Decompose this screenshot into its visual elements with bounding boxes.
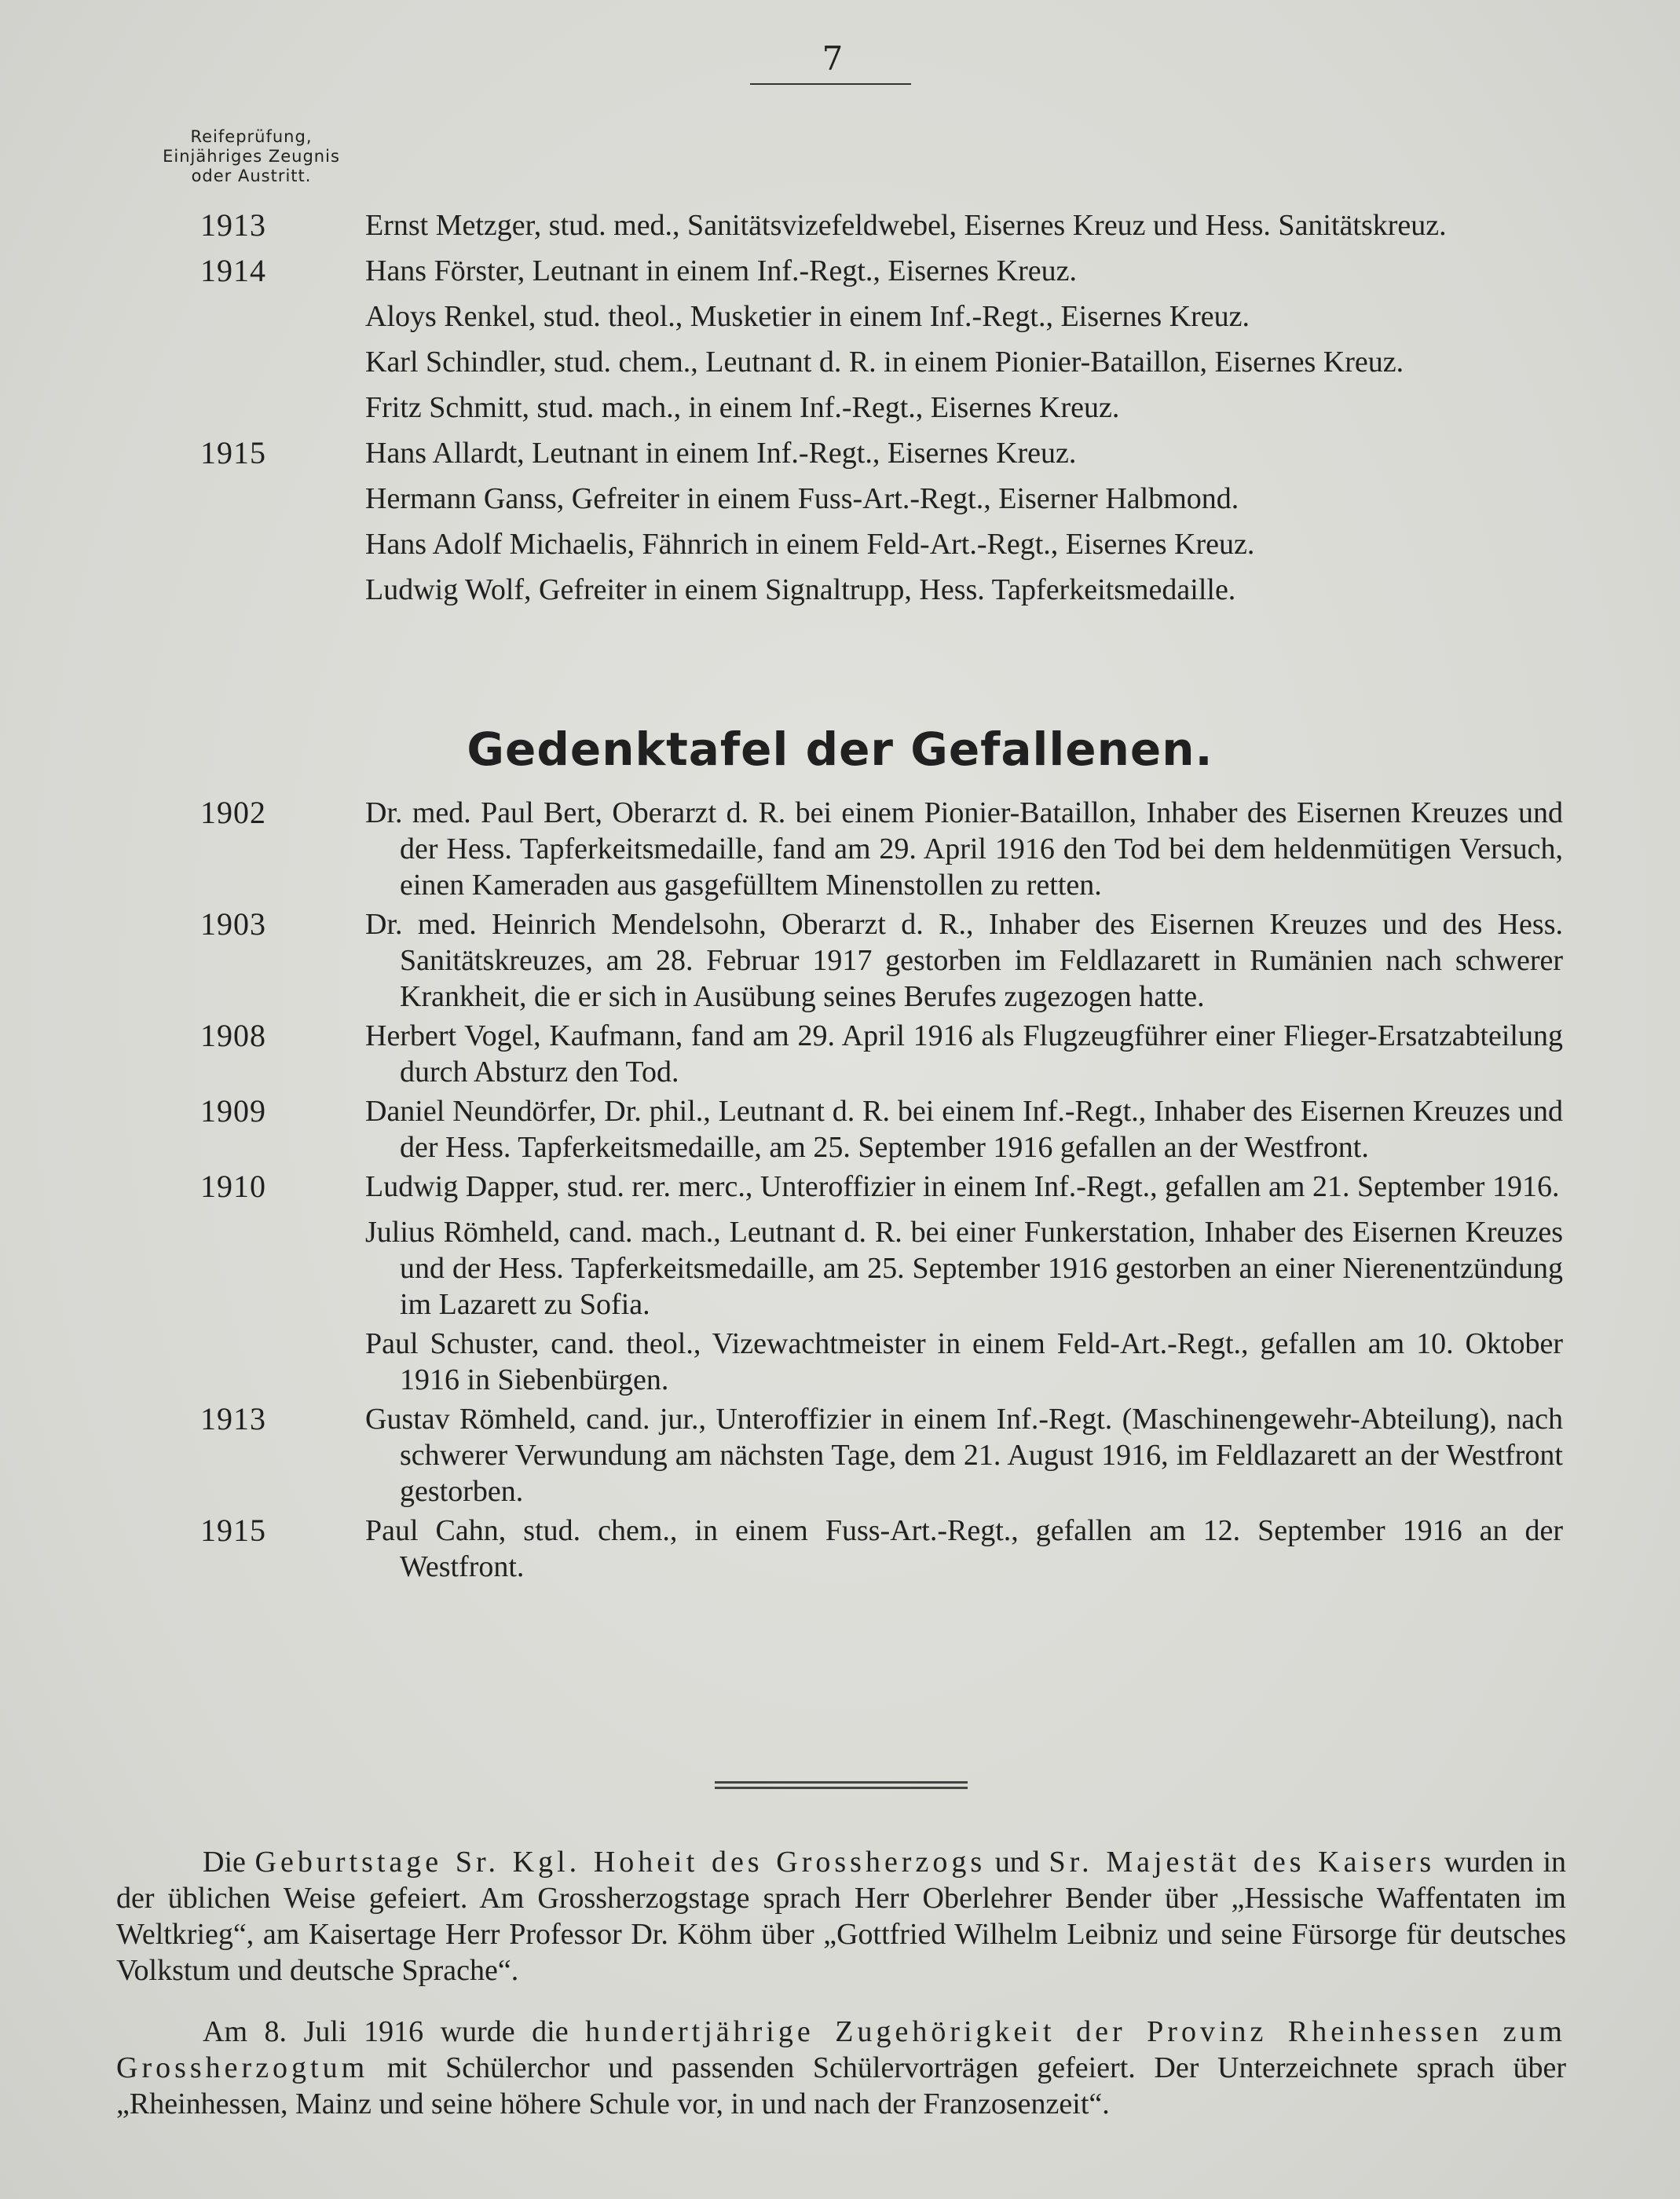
memorial-entry (0, 1018, 1680, 1090)
memorial-entry (0, 1093, 1680, 1165)
section-divider (715, 1781, 968, 1789)
entry-text: Ludwig Wolf, Gefreiter in einem Signaltrupp, Hess. Tapferkeitsmedaille. (365, 573, 1236, 606)
award-entry (0, 481, 1680, 523)
award-entry (0, 435, 1680, 477)
entry-text: Karl Schindler, stud. chem., Leutnant d. R. in einem Pionier-Bataillon, Eisernes Kreuz. (365, 346, 1404, 379)
entry-text: Paul Cahn, stud. chem., in einem Fuss-Art.-Regt., gefallen am 12. September 1916 an der Westfront. (365, 1514, 1563, 1583)
entry-year: 1913 (200, 1401, 266, 1436)
award-entry (0, 390, 1680, 432)
entry-year: 1914 (200, 253, 266, 288)
spaced-emphasis: Geburtstage Sr. Kgl. Hoheit des Grossherzogs (254, 1846, 986, 1879)
entry-text: Dr. med. Heinrich Mendelsohn, Oberarzt d. R., Inhaber des Eisernen Kreuzes und des Hess. Sanitätskreuzes, am 28. Februar 1917 gestorben im Feldlazarett in Rumänien nach schwerer Krankheit, die er sich in Ausübung seines Berufes zugezogen hatte. (365, 908, 1563, 1013)
entry-text: Gustav Römheld, cand. jur., Unteroffizier in einem Inf.-Regt. (Maschinengewehr-Abteilung), nach schwerer Verwundung am nächsten Tage, dem 21. August 1916, im Feldlazarett an der Westfront gestorben. (365, 1403, 1563, 1508)
memorial-list (0, 795, 1680, 1588)
entry-text: Hermann Ganss, Gefreiter in einem Fuss-Art.-Regt., Eiserner Halbmond. (365, 482, 1239, 515)
award-entry (0, 526, 1680, 569)
award-entry (0, 344, 1680, 386)
paragraph-birthdays (116, 1844, 1566, 1989)
page-number: 7 (822, 39, 844, 78)
memorial-entry (0, 1326, 1680, 1398)
entry-text: Julius Römheld, cand. mach., Leutnant d. R. bei einer Funkerstation, Inhaber des Eisernen Kreuzes und der Hess. Tapferkeitsmedaille, am 25. September 1916 gestorben an einer Nierenentzündung im Lazarett zu Sofia. (365, 1216, 1563, 1321)
award-entry (0, 207, 1680, 250)
paragraph-text: Die (203, 1846, 255, 1879)
memorial-entry (0, 795, 1680, 903)
entry-year: 1909 (200, 1093, 266, 1129)
entry-year: 1913 (200, 207, 266, 243)
entry-text: Herbert Vogel, Kaufmann, fand am 29. April 1916 als Flugzeugführer einer Flieger-Ersatzabteilung durch Absturz den Tod. (365, 1019, 1563, 1089)
memorial-entry (0, 1169, 1680, 1211)
awards-list (0, 207, 1680, 617)
entry-year: 1903 (200, 906, 266, 942)
spaced-emphasis: Sr. Majestät des Kaisers (1049, 1846, 1436, 1879)
spaced-emphasis: hundertjährige Zugehörigkeit der Provinz Rheinhessen zum Grossherzogtum (116, 2015, 1566, 2084)
award-entry (0, 572, 1680, 614)
entry-text: Daniel Neundörfer, Dr. phil., Leutnant d. R. bei einem Inf.-Regt., Inhaber des Eisernen Kreuzes und der Hess. Tapferkeitsmedaille, am 25. September 1916 gefallen an der Westfront. (365, 1095, 1563, 1164)
entry-year: 1908 (200, 1018, 266, 1053)
memorial-entry (0, 1513, 1680, 1585)
margin-header-line: oder Austritt. (191, 166, 312, 185)
award-entry (0, 253, 1680, 295)
paragraph-text: Am 8. Juli 1916 wurde die (203, 2015, 586, 2048)
entry-text: Paul Schuster, cand. theol., Vizewachtmeister in einem Feld-Art.-Regt., gefallen am 10. Oktober 1916 in Siebenbürgen. (365, 1327, 1563, 1396)
entry-year: 1910 (200, 1169, 266, 1204)
award-entry (0, 298, 1680, 341)
entry-year: 1915 (200, 1513, 266, 1548)
paragraph-text: und (986, 1846, 1049, 1879)
paragraph-rheinhessen (116, 2014, 1566, 2122)
entry-text: Aloys Renkel, stud. theol., Musketier in einem Inf.-Regt., Eisernes Kreuz. (365, 300, 1250, 333)
memorial-entry (0, 906, 1680, 1015)
entry-year: 1902 (200, 795, 266, 830)
margin-column-header (153, 127, 350, 186)
entry-text: Ludwig Dapper, stud. rer. merc., Unteroffizier in einem Inf.-Regt., gefallen am 21. September 1916. (365, 1170, 1560, 1203)
margin-header-line: Reifeprüfung, (190, 127, 313, 146)
entry-text: Ernst Metzger, stud. med., Sanitätsvizefeldwebel, Eisernes Kreuz und Hess. Sanitätskreuz. (365, 209, 1447, 242)
memorial-entry (0, 1401, 1680, 1509)
page-number-rule (750, 83, 911, 85)
entry-text: Fritz Schmitt, stud. mach., in einem Inf.-Regt., Eisernes Kreuz. (365, 391, 1120, 424)
entry-text: Hans Adolf Michaelis, Fähnrich in einem Feld-Art.-Regt., Eisernes Kreuz. (365, 528, 1255, 561)
entry-text: Hans Förster, Leutnant in einem Inf.-Regt., Eisernes Kreuz. (365, 254, 1077, 287)
paragraph-text: wurden in der üblichen Weise gefeiert. Am Grossherzogstage sprach Herr Oberlehrer Bender über „Hessische Waffentaten im Weltkrieg“, am Kaisertage Herr Professor Dr. Köhm über „Gottfried Wilhelm Leibniz und seine Fürsorge für deutsches Volkstum und deutsche Sprache“. (116, 1846, 1567, 1987)
memorial-entry (0, 1214, 1680, 1323)
margin-header-line: Einjähriges Zeugnis (163, 147, 340, 166)
entry-text: Dr. med. Paul Bert, Oberarzt d. R. bei einem Pionier-Bataillon, Inhaber des Eisernen Kreuzes und der Hess. Tapferkeitsmedaille, fand am 29. April 1916 den Tod bei dem heldenmütigen Versuch, einen Kameraden aus gasgefülltem Minenstollen zu retten. (365, 796, 1563, 902)
memorial-title: Gedenktafel der Gefallenen. (467, 723, 1213, 776)
entry-year: 1915 (200, 435, 266, 470)
paragraph-text: mit Schülerchor und passenden Schülervorträgen gefeiert. Der Unterzeichnete sprach über „Rheinhessen, Mainz und seine höhere Schule vor, in und nach der Franzosenzeit“. (116, 2051, 1566, 2120)
entry-text: Hans Allardt, Leutnant in einem Inf.-Regt., Eisernes Kreuz. (365, 437, 1077, 470)
